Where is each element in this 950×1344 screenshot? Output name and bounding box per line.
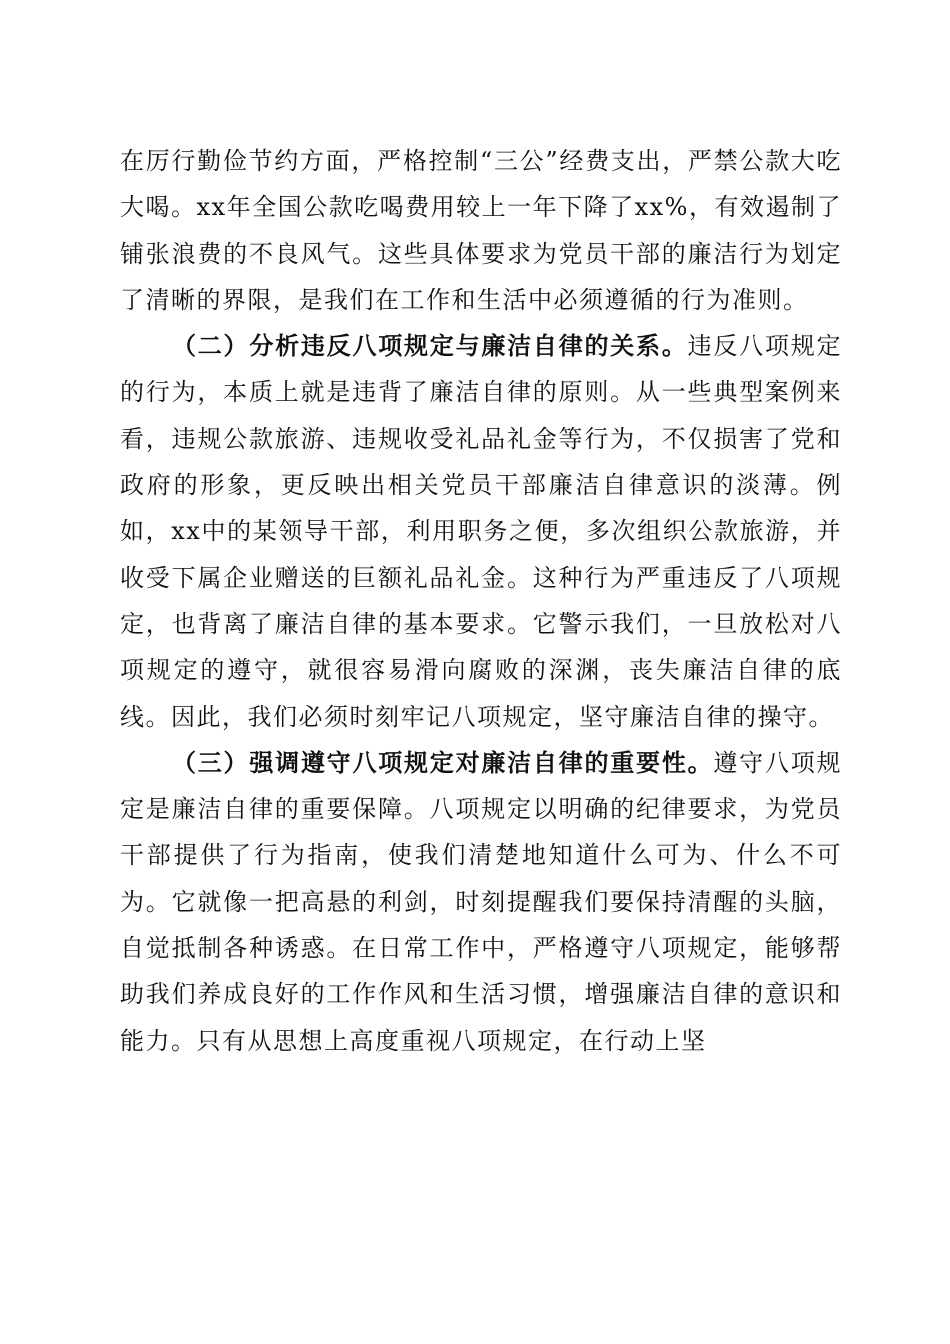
paragraph-section-2 xyxy=(120,323,842,740)
paragraph-text: 遵守八项规定是廉洁自律的重要保障。八项规定以明确的纪律要求，为党员干部提供了行为指南，使我们清楚地知道什么可为、什么不可为。它就像一把高悬的利剑，时刻提醒我们要保持清醒的头脑，自觉抵制各种诱惑。在日常工作中，严格遵守八项规定，能够帮助我们养成良好的工作作风和生活习惯，增强廉洁自律的意识和能力。只有从思想上高度重视八项规定，在行动上坚 xyxy=(120,748,843,1055)
document-body xyxy=(120,138,842,1064)
paragraph-text: 在厉行勤俭节约方面，严格控制“三公”经费支出，严禁公款大吃大喝。xx年全国公款吃喝费用较上一年下降了xx%，有效遏制了铺张浪费的不良风气。这些具体要求为党员干部的廉洁行为划定了清晰的界限，是我们在工作和生活中必须遵循的行为准则。 xyxy=(120,147,842,314)
section-heading-2: （二）分析违反八项规定与廉洁自律的关系。 xyxy=(172,331,688,361)
paragraph-text: 违反八项规定的行为，本质上就是违背了廉洁自律的原则。从一些典型案例来看，违规公款旅游、违规收受礼品礼金等行为，不仅损害了党和政府的形象，更反映出相关党员干部廉洁自律意识的淡薄。例如，xx中的某领导干部，利用职务之便，多次组织公款旅游，并收受下属企业赠送的巨额礼品礼金。这种行为严重违反了八项规定，也背离了廉洁自律的基本要求。它警示我们，一旦放松对八项规定的遵守，就很容易滑向腐败的深渊，丧失廉洁自律的底线。因此，我们必须时刻牢记八项规定，坚守廉洁自律的操守。 xyxy=(120,332,843,731)
paragraph-section-3 xyxy=(120,740,842,1064)
paragraph-frugality xyxy=(120,138,842,323)
section-heading-3: （三）强调遵守八项规定对廉洁自律的重要性。 xyxy=(172,747,714,777)
